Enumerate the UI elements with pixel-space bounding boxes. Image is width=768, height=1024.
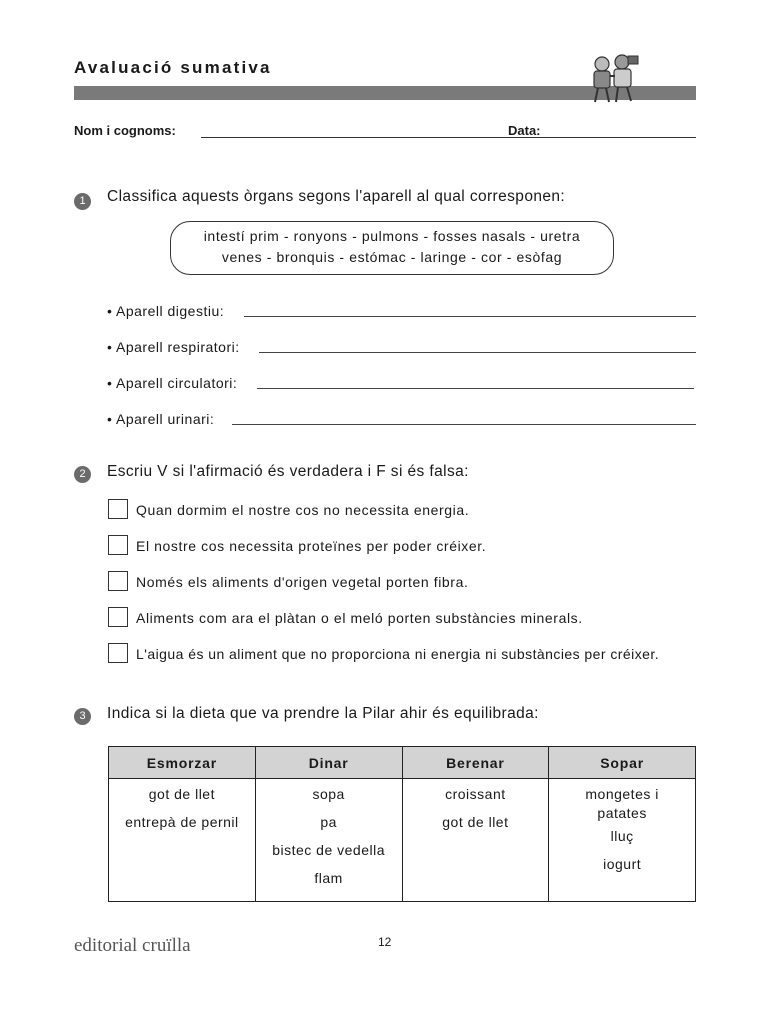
header-berenar: Berenar	[402, 747, 549, 779]
system-label-digestive: • Aparell digestiu:	[107, 303, 225, 319]
diet-table-header-row	[109, 747, 696, 779]
question-number-1: 1	[74, 193, 91, 210]
system-label-urinary: • Aparell urinari:	[107, 411, 215, 427]
question-3-prompt: Indica si la dieta que va prendre la Pilar ahir és equilibrada:	[107, 705, 539, 722]
answer-line-urinary[interactable]	[232, 424, 696, 425]
answer-line-digestive[interactable]	[244, 316, 696, 317]
food-item: pa	[320, 814, 337, 830]
food-item: mongetes i patates	[585, 786, 659, 821]
esmorzar-cell	[109, 779, 256, 902]
food-item: got de llet	[148, 786, 215, 802]
statement-text: Quan dormim el nostre cos no necessita energia.	[136, 502, 470, 518]
page-number: 12	[378, 935, 392, 949]
answer-checkbox[interactable]	[108, 643, 128, 663]
sopar-cell	[549, 779, 696, 902]
question-number-2: 2	[74, 466, 91, 483]
word-bank-box	[170, 221, 614, 275]
food-item: sopa	[312, 786, 345, 802]
berenar-cell	[402, 779, 549, 902]
statement-text: El nostre cos necessita proteïnes per poder créixer.	[136, 538, 487, 554]
word-bank-line-2: venes - bronquis - estómac - laringe - cor - esòfag	[221, 249, 563, 265]
header-dinar: Dinar	[255, 747, 402, 779]
answer-checkbox[interactable]	[108, 571, 128, 591]
question-2-prompt: Escriu V si l'afirmació és verdadera i F si és falsa:	[107, 463, 469, 480]
header-esmorzar: Esmorzar	[109, 747, 256, 779]
food-item: bistec de vedella	[272, 842, 386, 858]
food-item: croissant	[445, 786, 506, 802]
name-label: Nom i cognoms:	[74, 123, 176, 138]
diet-table	[108, 746, 696, 902]
statement-text: Aliments com ara el plàtan o el meló porten substàncies minerals.	[136, 610, 583, 626]
diet-table-row	[109, 779, 696, 902]
food-item: iogurt	[603, 856, 642, 872]
food-item: got de llet	[442, 814, 509, 830]
statement-text: L'aigua és un aliment que no proporciona ni energia ni substàncies per créixer.	[136, 646, 660, 662]
answer-line-respiratory[interactable]	[259, 352, 696, 353]
question-1-prompt: Classifica aquests òrgans segons l'aparell al qual corresponen:	[107, 188, 566, 205]
page-title: Avaluació sumativa	[74, 58, 272, 77]
answer-checkbox[interactable]	[108, 499, 128, 519]
children-illustration-icon	[584, 52, 642, 106]
statement-text: Només els aliments d'origen vegetal porten fibra.	[136, 574, 469, 590]
food-item: lluç	[610, 828, 634, 844]
date-label: Data:	[508, 123, 541, 138]
word-bank-line-1: intestí prim - ronyons - pulmons - fosses nasals - uretra	[203, 228, 581, 244]
header-sopar: Sopar	[549, 747, 696, 779]
food-item: entrepà de pernil	[125, 814, 239, 830]
answer-checkbox[interactable]	[108, 535, 128, 555]
answer-line-circulatory[interactable]	[257, 388, 694, 389]
answer-checkbox[interactable]	[108, 607, 128, 627]
system-label-circulatory: • Aparell circulatori:	[107, 375, 238, 391]
student-info-row	[74, 123, 696, 143]
publisher-logo: editorial cruïlla	[74, 935, 191, 956]
dinar-cell	[255, 779, 402, 902]
food-item: flam	[314, 870, 343, 886]
system-label-respiratory: • Aparell respiratori:	[107, 339, 240, 355]
date-field[interactable]	[552, 137, 696, 138]
question-number-3: 3	[74, 708, 91, 725]
